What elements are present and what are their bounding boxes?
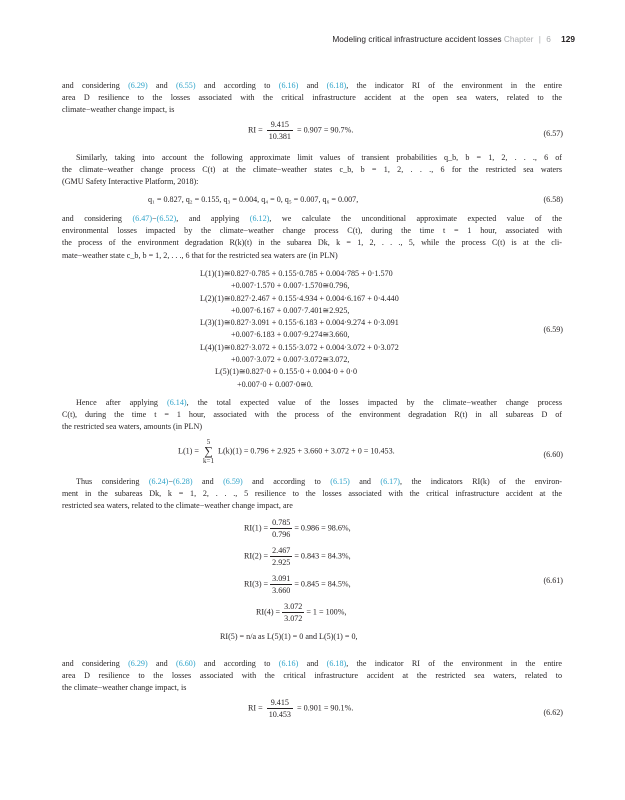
paragraph-line: area D resilience to the losses associated with the critical infrastructure accident at the restricted sea waters, related to — [62, 671, 562, 681]
equation-6-62: RI = $\frac{9.415}{10.453}$ = 0.901 = 90.1%. — [248, 698, 354, 719]
fraction: $\frac{9.415}{10.381}$ — [268, 120, 291, 141]
equation-6-59 — [200, 268, 399, 391]
equation-ref-link[interactable]: (6.55) — [176, 81, 196, 90]
paragraph-line: the climate−weather change impact, is — [62, 683, 187, 693]
equation-row: L(1)(1)≅0.827·0.785 + 0.155·0.785 + 0.004·785 + 0·1.570 — [200, 269, 393, 278]
equation-number: (6.61) — [543, 576, 563, 585]
equation-ref-link[interactable]: (6.60) — [176, 659, 196, 668]
header-separator: | — [538, 34, 541, 44]
paragraph-line: and considering (6.47)−(6.52), and applying (6.12), we calculate the unconditional approximate expected value of the — [62, 214, 562, 223]
equation-ref-link[interactable]: (6.18) — [326, 81, 347, 90]
equation-row: L(3)(1)≅0.827·3.091 + 0.155·6.183 + 0.004·9.274 + 0·3.091 — [200, 318, 399, 328]
equation-row: RI(5) = n/a as L(5)(1) = 0 and L(5)(1) = 0, — [220, 632, 358, 641]
equation-ref-link[interactable]: (6.15) — [330, 477, 350, 486]
equation-number: (6.60) — [543, 450, 563, 459]
header-title: Modeling critical infrastructure accident losses — [332, 34, 502, 44]
paragraph-line: climate−weather change impact, is — [62, 105, 175, 115]
fraction: $\frac{3.072}{3.072}$ — [284, 602, 303, 623]
equation-row: RI(1) = $\frac{0.785}{0.796}$ = 0.986 = 98.6%, — [244, 518, 351, 539]
equation-row: L(5)(1)≅0.827·0 + 0.155·0 + 0.004·0 + 0·0 — [215, 367, 358, 377]
equation-number: (6.62) — [543, 708, 563, 717]
paragraph-line: C(t), during the time t = 1 hour, associated with the process of the environment degradation R(t) in all subareas D of — [62, 410, 562, 420]
equation-ref-link[interactable]: (6.18) — [326, 659, 347, 668]
paragraph-6 — [62, 658, 562, 695]
paragraph-4 — [62, 397, 562, 434]
paragraph-line: Similarly, taking into account the following approximate limit values of transient probabilities q_b, b = 1, 2, . . ., 6 of — [76, 153, 562, 162]
equation-ref-link[interactable]: (6.29) — [128, 81, 148, 90]
equation-row: L(2)(1)≅0.827·2.467 + 0.155·4.934 + 0.004·6.167 + 0·4.440 — [200, 293, 399, 303]
paragraph-line: area D resilience to the losses associated with the critical infrastructure accident at the open sea waters, related to the — [62, 93, 562, 103]
equation-6-57: RI = $\frac{9.415}{10.381}$ = 0.907 = 90.7%. — [248, 120, 354, 141]
equation-6-61 — [220, 518, 358, 641]
paragraph-line: (GMU Safety Interactive Platform, 2018): — [62, 177, 199, 187]
equation-ref-link[interactable]: (6.47) — [132, 214, 153, 223]
paragraph-5 — [62, 476, 562, 513]
equation-ref-link[interactable]: (6.29) — [128, 659, 148, 668]
equation-ref-link[interactable]: (6.14) — [167, 398, 187, 407]
running-header — [332, 34, 575, 44]
summation: 5 ∑ k=1 — [203, 438, 214, 465]
equation-row: +0.007·0 + 0.007·0≅0. — [237, 379, 313, 389]
equation-number: (6.57) — [543, 129, 563, 138]
equation-ref-link[interactable]: (6.24) — [148, 477, 169, 486]
equation-row: L(4)(1)≅0.827·3.072 + 0.155·3.072 + 0.004·3.072 + 0·3.072 — [200, 342, 399, 352]
paragraph-line: the restricted sea waters, amounts (in PLN) — [62, 422, 203, 432]
equation-ref-link[interactable]: (6.16) — [278, 659, 299, 668]
sigma-symbol: ∑ — [204, 444, 213, 458]
equation-ref-link[interactable]: (6.17) — [380, 477, 400, 486]
equation-number: (6.59) — [543, 325, 563, 334]
paragraph-1 — [62, 80, 562, 117]
paragraph-line: and considering (6.29) and (6.55) and according to (6.16) and (6.18), the indicator RI of the environment in the entire — [62, 81, 563, 90]
equation-ref-link[interactable]: (6.59) — [223, 477, 243, 486]
header-chapter-word: Chapter — [503, 34, 534, 44]
header-chapter-num: 6 — [546, 34, 551, 44]
equation-row: +0.007·6.167 + 0.007·7.401≅2.925, — [231, 305, 350, 315]
paragraph-line: ment in the subareas Dk, k = 1, 2, . . ., 5 resilience to the losses associated with the critical infrastructure accident at the — [62, 489, 562, 499]
fraction: $\frac{2.467}{2.925}$ — [272, 546, 291, 567]
equation-ref-link[interactable]: (6.12) — [249, 214, 270, 223]
paragraph-line: environmental losses impacted by the climate−weather change process C(t), during the time t = 1 hour, associated with — [62, 226, 562, 236]
equation-ref-link[interactable]: (6.52) — [156, 214, 177, 223]
paragraph-line: and considering (6.29) and (6.60) and according to (6.16) and (6.18), the indicator RI of the environment in the entire — [62, 659, 563, 668]
equation-row: +0.007·3.072 + 0.007·3.072≅3.072, — [231, 355, 350, 365]
equation-ref-link[interactable]: (6.16) — [278, 81, 299, 90]
equation-row: +0.007·6.183 + 0.007·9.274≅3.660, — [231, 330, 350, 340]
equation-number: (6.58) — [543, 195, 563, 204]
equation-6-60: L(1) = 5 ∑ k=1 L(k)(1) = 0.796 + 2.925 + 3.660 + 3.072 + 0 = 10.453. — [178, 438, 395, 465]
paragraph-line: Hence after applying (6.14), the total expected value of the losses impacted by the climate−weather change process — [76, 398, 562, 407]
paragraph-3 — [62, 213, 562, 262]
paragraph-line: the process of the environment degradation R(k)(t) in the subarea Dk, k = 1, 2, . . ., 5, while the process C(t) is at the cli- — [62, 238, 562, 248]
page-number: 129 — [561, 34, 575, 44]
paragraph-line: mate−weather state c_b, b = 1, 2, . . ., 6 that for the restricted sea waters are (in PLN) — [62, 250, 338, 260]
fraction: $\frac{9.415}{10.453}$ — [268, 698, 291, 719]
equation-row: +0.007·1.570 + 0.007·1.570≅0.796, — [231, 281, 350, 291]
paragraph-line: the climate−weather change process C(t) at the climate−weather states c_b, b = 1, 2, . . ., 6 for the restricted sea waters — [62, 165, 562, 175]
paragraph-line: Thus considering (6.24)−(6.28) and (6.59) and according to (6.15) and (6.17), the indicators RI(k) of the environ- — [76, 477, 563, 486]
equation-row: RI(3) = $\frac{3.091}{3.660}$ = 0.845 = 84.5%, — [244, 574, 351, 595]
fraction: $\frac{0.785}{0.796}$ — [272, 518, 291, 539]
paragraph-2 — [62, 152, 562, 189]
paragraph-line: restricted sea waters, related to the climate−weather change impact, are — [62, 501, 293, 511]
equation-ref-link[interactable]: (6.28) — [172, 477, 193, 486]
equation-6-58: q₁ = 0.827, q₂ = 0.155, q₃ = 0.004, q₄ = 0, q₅ = 0.007, q₆ = 0.007, — [148, 195, 359, 204]
equation-row: RI(4) = $\frac{3.072}{3.072}$ = 1 = 100%, — [256, 602, 347, 623]
equation-row: RI(2) = $\frac{2.467}{2.925}$ = 0.843 = 84.3%, — [244, 546, 351, 567]
fraction: $\frac{3.091}{3.660}$ — [272, 574, 291, 595]
